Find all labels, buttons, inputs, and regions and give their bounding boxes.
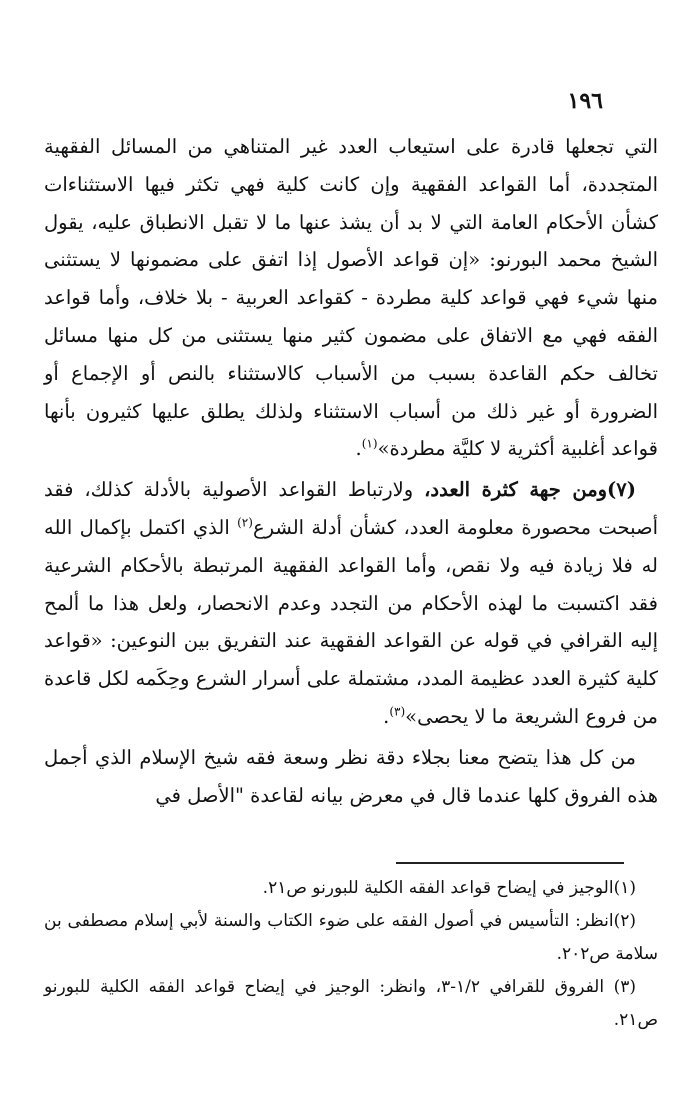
paragraph-1 bbox=[44, 128, 658, 468]
page-number: ١٩٦ bbox=[567, 88, 603, 114]
paragraph-2-text-b: الذي اكتمل بإكمال الله له فلا زيادة فيه ولا نقص، وأما القواعد الفقهية المرتبطة بالأحكام الشرعية فقد اكتسبت ما لهذه الأحكام من التجدد وعدم الانحصار، ولعل هذا ما ألمح إليه القرافي في قوله عن القواعد الفقهية عند التفريق بين النوعين: «قواعد كلية كثيرة العدد عظيمة المدد، مشتملة على أسرار الشرع وحِكَمه لكل قاعدة من فروع الشريعة ما لا يحصى» bbox=[44, 515, 658, 728]
footnote-ref-1[interactable]: (١) bbox=[361, 436, 378, 451]
footnote-1: (١)الوجيز في إيضاح قواعد الفقه الكلية للبورنو ص٢١. bbox=[262, 878, 636, 898]
paragraph-2-text-a: ولارتباط القواعد الأصولية بالأدلة كذلك، فقد أصبحت محصورة معلومة العدد، كشأن أدلة الشرع bbox=[44, 478, 658, 539]
paragraph-1-end: . bbox=[355, 437, 362, 461]
paragraph-2-lead: (٧)ومن جهة كثرة العدد، bbox=[424, 478, 636, 502]
footnote-separator bbox=[396, 862, 624, 864]
footnote-ref-2[interactable]: (٢) bbox=[237, 515, 253, 530]
main-text bbox=[44, 128, 658, 814]
paragraph-2 bbox=[44, 471, 658, 736]
footnote-2: (٢)انظر: التأسيس في أصول الفقه على ضوء الكتاب والسنة لأبي إسلام مصطفى بن سلامة ص٢٠٢. bbox=[44, 911, 658, 964]
footnote-3: (٣) الفروق للقرافي ١/٢-٣، وانظر: الوجيز في إيضاح قواعد الفقه الكلية للبورنو ص٢١. bbox=[44, 977, 658, 1030]
paragraph-2-end: . bbox=[383, 704, 390, 728]
footnotes bbox=[44, 872, 658, 1037]
paragraph-1-text: التي تجعلها قادرة على استيعاب العدد غير المتناهي من المسائل الفقهية المتجددة، أما القواعد الفقهية وإن كانت كلية فهي تكثر فيها الاستثناءات كشأن الأحكام العامة التي لا بد أن يشذ عنها ما لا تقبل الانطباق عليه، يقول الشيخ محمد البورنو: «إن قواعد الأصول إذا اتفق على مضمونها لا يستثنى منها شيء فهي قواعد كلية مطردة - كقواعد العربية - بلا خلاف، وأما قواعد الفقه فهي مع الاتفاق على مضمون كثير منها يستثنى من كل منها مسائل تخالف حكم القاعدة بسبب من الأسباب كالاستثناء بالنص أو الإجماع أو الضرورة أو غير ذلك من أسباب الاستثناء ولذلك يطلق عليها كثيرون بأنها قواعد أغلبية أكثرية لا كليَّة مطردة» bbox=[44, 135, 658, 461]
paragraph-3: من كل هذا يتضح معنا بجلاء دقة نظر وسعة فقه شيخ الإسلام الذي أجمل هذه الفروق كلها عندما قال في معرض بيانه لقاعدة "الأصل في bbox=[44, 745, 658, 807]
footnote-ref-3[interactable]: (٣) bbox=[389, 704, 406, 719]
